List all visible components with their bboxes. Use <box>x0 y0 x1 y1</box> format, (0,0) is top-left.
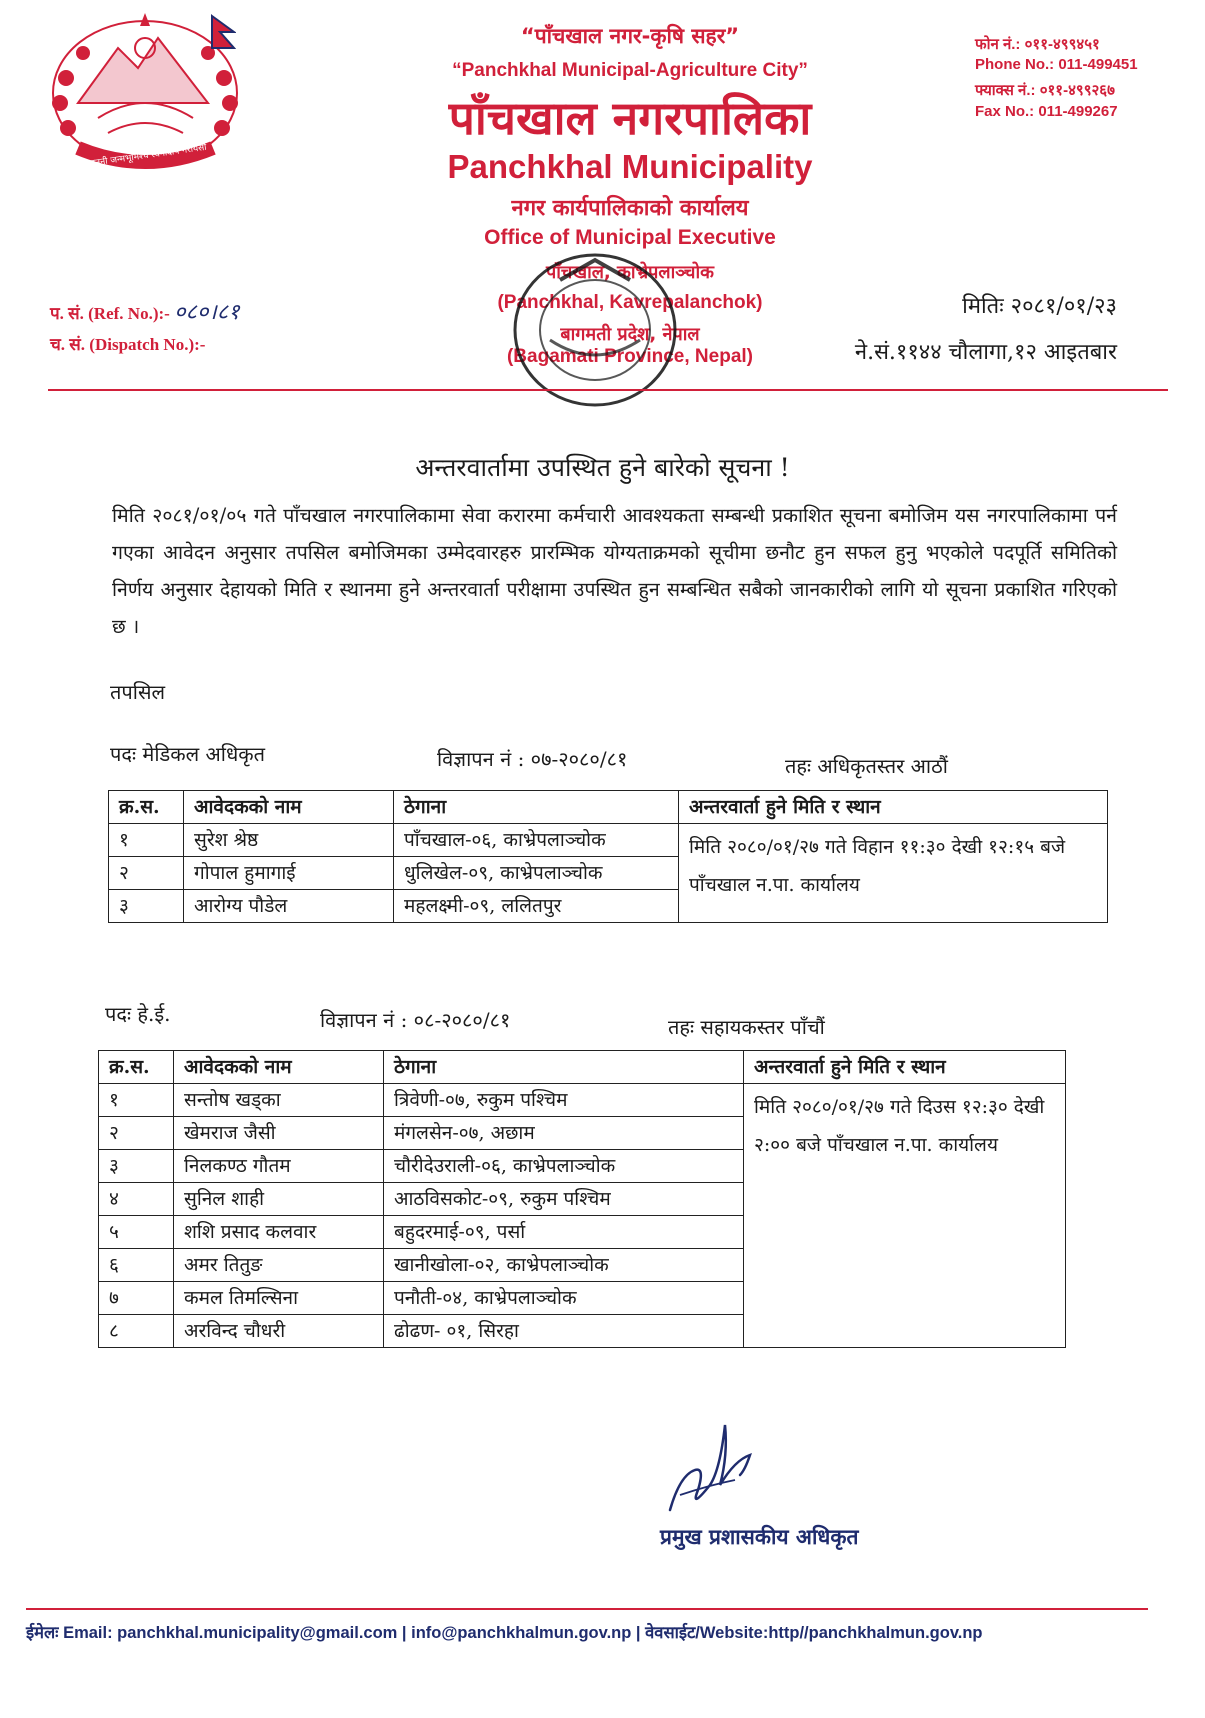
cell-name: सुनिल शाही <box>174 1183 384 1216</box>
cell-sn: ३ <box>99 1150 174 1183</box>
cell-sn: ३ <box>109 890 184 923</box>
cell-name: गोपाल हुमागाई <box>184 857 394 890</box>
cell-sn: ४ <box>99 1183 174 1216</box>
cell-sn: ८ <box>99 1315 174 1348</box>
cell-address: ढोढण- ०१, सिरहा <box>384 1315 744 1348</box>
section2-advert: विज्ञापन नं : ०८-२०८०/८१ <box>320 1008 511 1032</box>
header-location: अन्तरवार्ता हुने मिति र स्थान <box>744 1051 1066 1084</box>
cell-name: सन्तोष खड्का <box>174 1084 384 1117</box>
cell-name: सुरेश श्रेष्ठ <box>184 824 394 857</box>
cell-sn: २ <box>109 857 184 890</box>
ref-number-value: ०८०।८१ <box>174 300 240 325</box>
tagline-english: “Panchkhal Municipal-Agriculture City” <box>452 60 808 81</box>
header-divider <box>48 389 1168 391</box>
phone-english: Phone No.: 011-499451 <box>975 56 1138 73</box>
section1-advert: विज्ञापन नं : ०७-२०८०/८१ <box>437 747 628 771</box>
date-nepal-sambat: ने.सं.११४४ चौलागा,१२ आइतबार <box>854 340 1117 365</box>
cell-sn: ६ <box>99 1249 174 1282</box>
tagline-nepali: “पाँचखाल नगर-कृषि सहर” <box>520 24 740 48</box>
fax-english: Fax No.: 011-499267 <box>975 103 1118 120</box>
municipality-name-english: Panchkhal Municipality <box>447 148 813 185</box>
dispatch-number-label: च. सं. (Dispatch No.):- <box>50 335 206 354</box>
cell-name: आरोग्य पौडेल <box>184 890 394 923</box>
header-sn: क्र.स. <box>99 1051 174 1084</box>
table-header-row <box>99 1051 1066 1084</box>
section1-level: तहः अधिकृतस्तर आठौं <box>785 754 948 778</box>
signature-title: प्रमुख प्रशासकीय अधिकृत <box>660 1525 859 1549</box>
municipality-name-nepali: पाँचखाल नगरपालिका <box>448 91 812 145</box>
section1-table <box>108 790 1108 923</box>
date-bs: मितिः २०८१/०१/२३ <box>962 294 1117 319</box>
cell-sn: ७ <box>99 1282 174 1315</box>
nepal-flag-icon <box>210 14 236 50</box>
footer-contact: ईमेलः Email: panchkhal.municipality@gmail.com | info@panchkhalmun.gov.np | वेवसाईट/Website:http//panchkhalmun.gov.np <box>26 1624 983 1642</box>
ref-number-line <box>50 296 240 326</box>
address-english-2: (Bagamati Province, Nepal) <box>506 346 754 367</box>
section2-level: तहः सहायकस्तर पाँचौं <box>668 1015 825 1039</box>
cell-address: पनौती-०४, काभ्रेपलाञ्चोक <box>384 1282 744 1315</box>
header-location: अन्तरवार्ता हुने मिति र स्थान <box>679 791 1108 824</box>
header-name: आवेदकको नाम <box>184 791 394 824</box>
cell-address: बहुदरमाई-०९, पर्सा <box>384 1216 744 1249</box>
cell-interview-location: मिति २०८०/०१/२७ गते विहान ११:३० देखी १२:१५ बजे पाँचखाल न.पा. कार्यालय <box>679 824 1108 923</box>
cell-name: खेमराज जैसी <box>174 1117 384 1150</box>
cell-address: पाँचखाल-०६, काभ्रेपलाञ्चोक <box>394 824 679 857</box>
table-row <box>99 1084 1066 1117</box>
cell-name: कमल तिमल्सिना <box>174 1282 384 1315</box>
notice-body: मिति २०८१/०१/०५ गते पाँचखाल नगरपालिकामा सेवा करारमा कर्मचारी आवश्यकता सम्बन्धी प्रकाशित सूचना बमोजिम यस नगरपालिकामा पर्न गएका आवेदन अनुसार तपसिल बमोजिमका उम्मेदवारहरु प्रारम्भिक योग्यताक्रमको सूचीमा छनौट हुन सफल हुनु भएकोले पदपूर्ति समितिको निर्णय अनुसार देहायको मिति र स्थानमा हुने अन्तरवार्ता परीक्षामा उपस्थित हुन सम्बन्धित सबैको जानकारीको लागि यो सूचना प्रकाशित गरिएको छ । <box>112 504 1117 638</box>
header-name: आवेदकको नाम <box>174 1051 384 1084</box>
cell-sn: १ <box>99 1084 174 1117</box>
tapsil-label: तपसिल <box>110 680 166 704</box>
cell-name: अरविन्द चौधरी <box>174 1315 384 1348</box>
cell-name: अमर तितुङ <box>174 1249 384 1282</box>
cell-sn: १ <box>109 824 184 857</box>
cell-address: धुलिखेल-०९, काभ्रेपलाञ्चोक <box>394 857 679 890</box>
header-address: ठेगाना <box>384 1051 744 1084</box>
emblem-motto: जननी जन्मभूमिश्च स्वर्गादपि गरीयसी <box>88 142 208 170</box>
cell-address: त्रिवेणी-०७, रुकुम पश्चिम <box>384 1084 744 1117</box>
cell-name: शशि प्रसाद कलवार <box>174 1216 384 1249</box>
cell-sn: ५ <box>99 1216 174 1249</box>
address-nepali-2: बागमती प्रदेश, नेपाल <box>560 324 700 345</box>
header-address: ठेगाना <box>394 791 679 824</box>
cell-address: मंगलसेन-०७, अछाम <box>384 1117 744 1150</box>
cell-sn: २ <box>99 1117 174 1150</box>
address-nepali-1: पाँचखाल, काभ्रेपलाञ्चोक <box>546 262 714 283</box>
section1-post: पदः मेडिकल अधिकृत <box>110 742 266 766</box>
section2-post: पदः हे.ई. <box>105 1002 171 1026</box>
table-header-row <box>109 791 1108 824</box>
cell-address: खानीखोला-०२, काभ्रेपलाञ्चोक <box>384 1249 744 1282</box>
cell-address: चौरीदेउराली-०६, काभ्रेपलाञ्चोक <box>384 1150 744 1183</box>
cell-interview-location: मिति २०८०/०१/२७ गते दिउस १२:३० देखी २:०० बजे पाँचखाल न.पा. कार्यालय <box>744 1084 1066 1348</box>
footer-divider <box>26 1608 1148 1610</box>
section2-table <box>98 1050 1066 1348</box>
cell-address: महलक्ष्मी-०९, ललितपुर <box>394 890 679 923</box>
office-name-english: Office of Municipal Executive <box>484 226 776 249</box>
address-english-1: (Panchkhal, Kavrepalanchok) <box>497 292 763 313</box>
table-row <box>109 824 1108 857</box>
header-sn: क्र.स. <box>109 791 184 824</box>
cell-name: निलकण्ठ गौतम <box>174 1150 384 1183</box>
fax-nepali: फ्याक्स नं.: ०११-४९९२६७ <box>975 82 1115 99</box>
office-name-nepali: नगर कार्यपालिकाको कार्यालय <box>511 196 749 221</box>
cell-address: आठविसकोट-०९, रुकुम पश्चिम <box>384 1183 744 1216</box>
signature-icon <box>650 1415 770 1520</box>
ref-number-label: प. सं. (Ref. No.):- <box>50 304 170 323</box>
phone-nepali: फोन नं.: ०११-४९९४५१ <box>975 36 1100 53</box>
notice-subject: अन्तरवार्तामा उपस्थित हुने बारेको सूचना ! <box>415 453 790 482</box>
